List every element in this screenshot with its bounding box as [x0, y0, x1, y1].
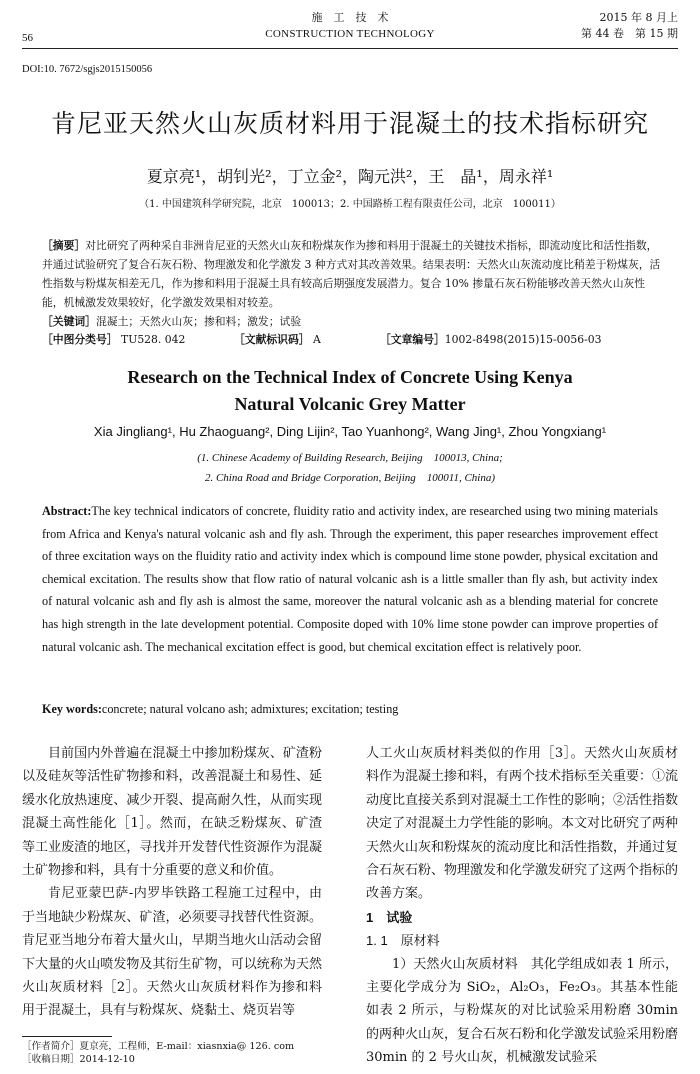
subsection-heading: 1. 1 原材料 [366, 933, 440, 949]
title-zh: 肯尼亚天然火山灰质材料用于混凝土的技术指标研究 [50, 109, 649, 138]
keywords-zh: 混凝土；天然火山灰；掺和料；激发；试验 [95, 315, 302, 328]
journal-name-zh: 施 工 技 术 [311, 11, 389, 24]
issue-date: 2015 年 8 月上 [599, 11, 678, 24]
received-date: ［收稿日期］2014-12-10 [22, 1054, 135, 1065]
authors-zh: 夏京亮¹，胡钊光²，丁立金²，陶元洪²，王 晶¹，周永祥¹ [146, 167, 554, 186]
footnote [22, 1040, 294, 1066]
section-heading: 1 试验 [366, 909, 413, 925]
title-en [0, 364, 700, 418]
body-column-left [22, 742, 322, 1023]
page-number: 56 [22, 32, 33, 44]
clc: ［中图分类号］ TU528. 042 [42, 333, 186, 346]
affiliations-zh: （1. 中国建筑科学研究院，北京 100013；2. 中国路桥工程有限责任公司，北京 100011） [139, 199, 561, 210]
body-paragraph: 目前国内外普遍在混凝土中掺加粉煤灰、矿渣粉以及硅灰等活性矿物掺和料，改善混凝土和易性、延缓水化放热速度、减少开裂、提高耐久性，从而实现混凝土高性能化［1］。然而，在缺乏粉煤灰、矿渣等工业废渣的地区，寻找并开发替代性资源作为混凝土矿物掺和料，具有十分重要的意义和价值。 [22, 746, 322, 879]
body-paragraph: 1）天然火山灰质材料 其化学组成如表 1 所示，主要化学成分为 SiO₂，Al₂O₃，Fe₂O₃。其基本性能如表 2 所示，与粉煤灰的对比试验采用粉磨 30min 的两种火山灰，复合石灰石粉和化学激发试验采用粉磨 30min 的 2 号火山灰，机械激发试验采 [366, 956, 679, 1066]
affiliation-en-1: (1. Chinese Academy of Building Research, Beijing 100013, China; [197, 452, 503, 464]
body-column-right [366, 742, 678, 1070]
header-rule [22, 48, 678, 49]
journal-name-en: CONSTRUCTION TECHNOLOGY [265, 28, 435, 40]
body-paragraph: 肯尼亚蒙巴萨-内罗毕铁路工程施工过程中，由于当地缺少粉煤灰、矿渣，必须要寻找替代性资源。肯尼亚当地分布着大量火山，早期当地火山活动会留下大量的火山喷发物及其衍生矿物，可以统称为天然火山灰质材料［2］。天然火山灰质材料作为掺和料用于混凝土，具有与粉煤灰、烧黏土、烧页岩等 [22, 886, 322, 1019]
author-bio: ［作者简介］夏京亮，工程师，E-mail：xiasnxia@ 126. com [22, 1041, 295, 1052]
issue-info [581, 10, 678, 42]
keywords-en-label: Key words: [42, 702, 102, 716]
keywords-en-row [42, 702, 658, 717]
keywords-en: concrete; natural volcano ash; admixtures; excitation; testing [101, 702, 399, 716]
affiliations-en [0, 448, 700, 488]
body-paragraph: 人工火山灰质材料类似的作用［3］。天然火山灰质材料作为混凝土掺和料，有两个技术指标至关重要：①流动度比直接关系到对混凝土工作性的影响；②活性指数决定了对混凝土力学性能的影响。本文对比研究了两种天然火山灰和粉煤灰的流动度比和活性指数，并通过复合石灰石粉、物理激发和化学激发研究了这两个指标的改善方案。 [366, 746, 679, 902]
article-number: ［文章编号］1002-8498(2015)15-0056-03 [380, 333, 602, 346]
title-en-line1: Research on the Technical Index of Concrete Using Kenya [127, 367, 573, 387]
abstract-zh-text: 对比研究了两种采自非洲肯尼亚的天然火山灰和粉煤灰作为掺和料用于混凝土的关键技术指标，即流动度比和活性指数，并通过试验研究了复合石灰石粉、物理激发和化学激发 3 种方式对其改善效果。结果表明：天然火山灰流动度比稍差于粉煤灰，活性指数与粉煤灰相差无几，作为掺和料用于混凝土具有较高后期强度发展潜力。复合 10% 掺量石灰石粉能够改善天然火山灰性能，机械激发效果较好，化学激发效果相对较差。 [42, 239, 661, 309]
abstract-zh-label: ［摘要］ [42, 239, 86, 252]
affiliation-en-2: 2. China Road and Bridge Corporation, Beijing 100011, China) [204, 472, 496, 484]
abstract-en-label: Abstract: [42, 504, 92, 518]
abstract-en-text: The key technical indicators of concrete, fluidity ratio and activity index, are researched using two mining materials from Africa and Kenya's natural volcanic ash and fly ash. Through the experiment, this paper researches improvement effect of three excitation ways on the fluidity ratio and activity index which is compound lime stone powder, physical excitation and chemical excitation. The results show that flow ratio of natural volcanic ash is a little smaller than fly ash, but activity index of natural volcanic ash and fly ash is almost the same, moreover the natural volcanic ash as a blending material for concrete has high strength in the late development potential. Composite doped with 10% lime stone powder can improve properties of natural volcanic ash. The mechanical excitation effect is good, but chemical excitation effect is relatively poor. [42, 504, 658, 654]
abstract-en [42, 500, 658, 658]
authors-en: Xia Jingliang¹, Hu Zhaoguang², Ding Lijin², Tao Yuanhong², Wang Jing¹, Zhou Yongxiang¹ [93, 424, 607, 439]
footnote-rule [22, 1036, 112, 1037]
keywords-zh-label: ［关键词］ [42, 315, 96, 328]
doi: DOI:10. 7672/sgjs2015150056 [22, 64, 153, 75]
abstract-zh [42, 236, 662, 331]
issue-volume: 第 44 卷 第 15 期 [581, 27, 678, 40]
doc-code: ［文献标识码］ A [234, 333, 321, 346]
title-en-line2: Natural Volcanic Grey Matter [234, 394, 466, 414]
